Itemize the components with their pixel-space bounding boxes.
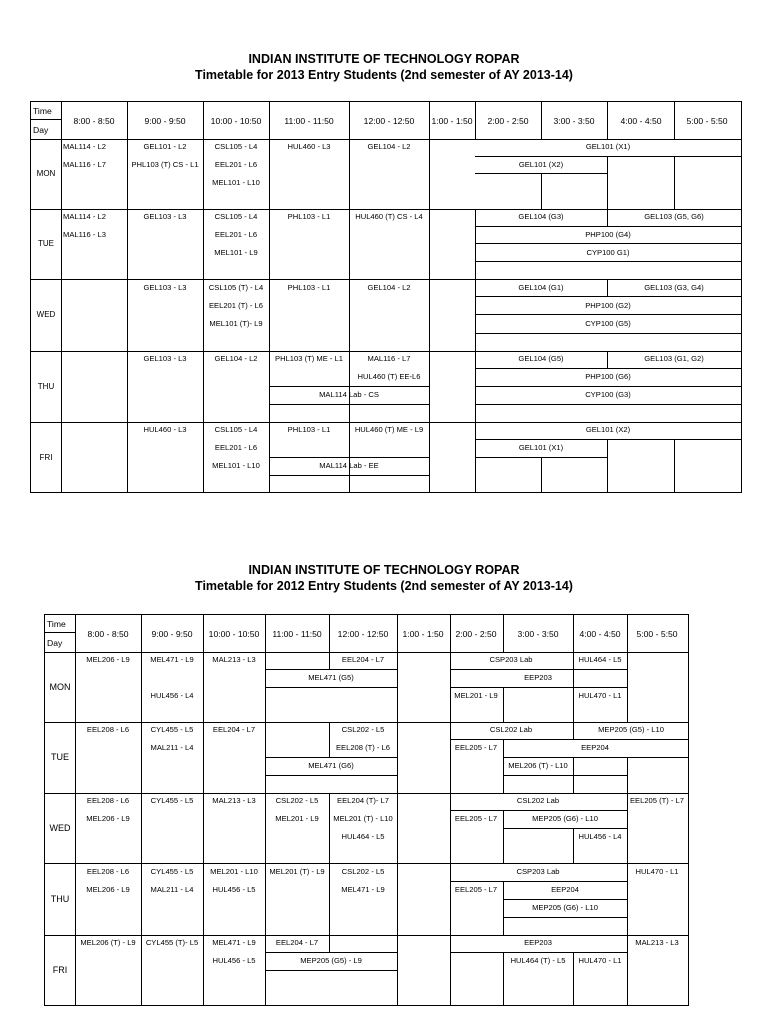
slot-header: 11:00 - 11:50 — [284, 116, 334, 126]
class-cell: MEL471 - L9 — [341, 885, 385, 894]
slot-header: 10:00 - 10:50 — [210, 116, 262, 126]
class-cell: MAL114 - L2 — [63, 212, 106, 221]
day-label: WED — [36, 310, 56, 319]
class-cell: MEL101 - L9 — [214, 248, 258, 257]
class-cell: GEL103 (G5, G6) — [644, 212, 704, 221]
class-cell: GEL103 (G1, G2) — [644, 354, 704, 363]
class-cell: CSL105 (T) - L4 — [208, 283, 264, 292]
class-cell: HUL460 (T) CS - L4 — [355, 212, 423, 221]
class-cell: MEL206 - L9 — [86, 655, 130, 664]
tt2013-title: Timetable for 2013 Entry Students (2nd semester of AY 2013-14) — [195, 68, 573, 82]
class-cell: EEL204 - L7 — [275, 938, 319, 947]
class-cell: GEL101 - L2 — [143, 142, 187, 151]
lab-cell: CSP203 Lab — [489, 655, 533, 664]
class-cell: EEL201 - L6 — [214, 443, 258, 452]
class-cell: MEL101 - L10 — [212, 461, 260, 470]
class-cell: HUL464 - L5 — [341, 832, 385, 841]
class-cell: GEL104 - L2 — [214, 354, 258, 363]
class-cell: MEL206 - L9 — [86, 814, 130, 823]
slot-header: 12:00 - 12:50 — [363, 116, 415, 126]
class-cell: HUL460 (T) ME - L9 — [354, 425, 424, 434]
class-cell: HUL464 (T) - L5 — [510, 956, 566, 965]
class-cell: EEP204 — [581, 743, 609, 752]
class-cell: EEL208 - L6 — [86, 796, 130, 805]
class-cell: HUL456 - L4 — [578, 832, 622, 841]
class-cell: PHL103 - L1 — [287, 212, 331, 221]
tt2013-table — [30, 101, 742, 493]
class-cell: CYL455 - L5 — [150, 867, 194, 876]
class-cell: MAL114 - L2 — [63, 142, 106, 151]
class-cell: MEL201 (T) - L10 — [333, 814, 393, 823]
class-cell: CSL202 - L5 — [341, 725, 385, 734]
class-cell: GEL104 (G1) — [518, 283, 564, 292]
class-cell: HUL470 - L1 — [635, 867, 679, 876]
class-cell: PHP100 (G6) — [585, 372, 631, 381]
class-cell: MAL213 - L3 — [212, 796, 256, 805]
class-cell: HUL456 - L5 — [212, 885, 256, 894]
class-cell: MEP205 (G6) - L10 — [532, 903, 598, 912]
class-cell: CSL105 - L4 — [214, 425, 258, 434]
slot-header: 5:00 - 5:50 — [686, 116, 728, 126]
lab-cell: CSL202 Lab — [489, 725, 533, 734]
class-cell: HUL470 - L1 — [578, 956, 622, 965]
tt2012-title: Timetable for 2012 Entry Students (2nd semester of AY 2013-14) — [195, 579, 573, 593]
class-cell: GEL101 (X2) — [518, 160, 564, 169]
class-cell: CYL455 (T)- L5 — [145, 938, 199, 947]
class-cell: CSL105 - L4 — [214, 212, 258, 221]
day-label: TUE — [51, 752, 69, 762]
class-cell: EEP203 — [524, 938, 552, 947]
day-label: WED — [49, 823, 71, 833]
slot-header: 8:00 - 8:50 — [73, 116, 115, 126]
class-cell: GEL104 - L2 — [367, 283, 411, 292]
day-label: MON — [49, 682, 71, 692]
day-label: THU — [37, 382, 55, 391]
day-label: THU — [50, 894, 70, 904]
class-cell: HUL470 - L1 — [578, 691, 622, 700]
class-cell: GEL103 - L3 — [143, 212, 187, 221]
slot-header: 1:00 - 1:50 — [431, 116, 473, 126]
class-cell: MAL213 - L3 — [212, 655, 256, 664]
slot-header: 4:00 - 4:50 — [579, 629, 621, 639]
tt2012-table — [44, 614, 689, 1006]
slot-header: 2:00 - 2:50 — [487, 116, 529, 126]
tt2012-institute: INDIAN INSTITUTE OF TECHNOLOGY ROPAR — [248, 563, 520, 577]
class-cell: EEL204 - L7 — [341, 655, 385, 664]
class-cell: MEL471 - L9 — [212, 938, 256, 947]
slot-header: 4:00 - 4:50 — [620, 116, 662, 126]
class-cell: EEL201 - L6 — [214, 160, 258, 169]
class-cell: EEL208 - L6 — [86, 867, 130, 876]
class-cell: CYP100 (G5) — [585, 319, 631, 328]
class-cell: MEL101 (T)- L9 — [209, 319, 263, 328]
class-cell: CSL105 - L4 — [214, 142, 258, 151]
class-cell: GEL104 - L2 — [367, 142, 411, 151]
class-cell: HUL456 - L4 — [150, 691, 194, 700]
class-cell: PHL103 - L1 — [287, 283, 331, 292]
slot-header: 3:00 - 3:50 — [517, 629, 559, 639]
slot-header: 10:00 - 10:50 — [208, 629, 260, 639]
class-cell: HUL460 - L3 — [287, 142, 331, 151]
lab-cell: CSP203 Lab — [516, 867, 560, 876]
class-cell: EEL205 - L7 — [454, 885, 498, 894]
class-cell: GEL101 (X1) — [518, 443, 564, 452]
corner-day-label: Day — [33, 125, 49, 135]
tt2013-institute: INDIAN INSTITUTE OF TECHNOLOGY ROPAR — [248, 52, 520, 66]
class-cell: MAL211 - L4 — [150, 743, 194, 752]
slot-header: 5:00 - 5:50 — [636, 629, 678, 639]
class-cell: CYL455 - L5 — [150, 796, 194, 805]
class-cell: EEL204 - L7 — [212, 725, 256, 734]
class-cell: MEL101 - L10 — [212, 178, 260, 187]
slot-header: 2:00 - 2:50 — [455, 629, 497, 639]
class-cell: MEL201 - L9 — [275, 814, 319, 823]
slot-header: 3:00 - 3:50 — [553, 116, 595, 126]
class-cell: PHL103 - L1 — [287, 425, 331, 434]
class-cell: MEL206 (T) - L10 — [508, 761, 568, 770]
day-label: MON — [36, 169, 56, 178]
class-cell: MEL471 - L9 — [150, 655, 194, 664]
class-cell: GEL103 (G3, G4) — [644, 283, 704, 292]
day-label: FRI — [52, 965, 68, 975]
class-cell: MEL206 (T) - L9 — [80, 938, 136, 947]
corner-time-label: Time — [33, 106, 52, 116]
class-cell: PHL103 (T) CS - L1 — [131, 160, 199, 169]
class-cell: GEL103 - L3 — [143, 283, 187, 292]
class-cell: MEL201 (T) - L9 — [269, 867, 325, 876]
class-cell: MEL206 - L9 — [86, 885, 130, 894]
lab-cell: MAL114 Lab - EE — [319, 461, 379, 470]
class-cell: MEL201 - L10 — [210, 867, 258, 876]
class-cell: EEP203 — [524, 673, 552, 682]
class-cell: HUL460 - L3 — [143, 425, 187, 434]
class-cell: MAL213 - L3 — [635, 938, 679, 947]
class-cell: EEL201 - L6 — [214, 230, 258, 239]
class-cell: CSL202 - L5 — [341, 867, 385, 876]
class-cell: EEL208 - L6 — [86, 725, 130, 734]
class-cell: MAL116 - L7 — [367, 354, 411, 363]
lab-cell: MAL114 Lab - CS — [319, 390, 379, 399]
class-cell: MEP205 (G5) - L10 — [598, 725, 664, 734]
day-label: TUE — [38, 239, 54, 248]
slot-header: 9:00 - 9:50 — [151, 629, 193, 639]
class-cell: EEL205 (T) - L7 — [629, 796, 685, 805]
class-cell: PHP100 (G4) — [585, 230, 631, 239]
class-cell: PHP100 (G2) — [585, 301, 631, 310]
lab-cell: CSL202 Lab — [516, 796, 560, 805]
class-cell: CSL202 - L5 — [275, 796, 319, 805]
class-cell: GEL104 (G3) — [518, 212, 564, 221]
slot-header: 9:00 - 9:50 — [144, 116, 186, 126]
class-cell: HUL460 (T) EE-L6 — [357, 372, 421, 381]
class-cell: EEL205 - L7 — [454, 814, 498, 823]
class-cell: MAL116 - L3 — [63, 230, 106, 239]
class-cell: MEL471 (G5) — [308, 673, 354, 682]
slot-header: 1:00 - 1:50 — [402, 629, 444, 639]
slot-header: 8:00 - 8:50 — [87, 629, 129, 639]
class-cell: MAL211 - L4 — [150, 885, 194, 894]
class-cell: MEL471 (G6) — [308, 761, 354, 770]
class-cell: HUL456 - L5 — [212, 956, 256, 965]
class-cell: EEL208 (T) - L6 — [335, 743, 391, 752]
class-cell: GEL101 (X1) — [585, 142, 631, 151]
class-cell: GEL103 - L3 — [143, 354, 187, 363]
class-cell: EEP204 — [551, 885, 579, 894]
day-label: FRI — [39, 453, 53, 462]
class-cell: GEL101 (X2) — [585, 425, 631, 434]
class-cell: EEL205 - L7 — [454, 743, 498, 752]
slot-header: 11:00 - 11:50 — [272, 629, 322, 639]
class-cell: PHL103 (T) ME - L1 — [275, 354, 343, 363]
corner-day-label: Day — [47, 638, 63, 648]
class-cell: MEL201 - L9 — [454, 691, 498, 700]
class-cell: EEL201 (T) - L6 — [208, 301, 264, 310]
class-cell: HUL464 - L5 — [578, 655, 622, 664]
corner-time-label: Time — [47, 619, 66, 629]
class-cell: MAL116 - L7 — [63, 160, 106, 169]
class-cell: EEL204 (T)- L7 — [337, 796, 389, 805]
class-cell: CYL455 - L5 — [150, 725, 194, 734]
class-cell: CYP100 (G3) — [585, 390, 631, 399]
class-cell: GEL104 (G5) — [518, 354, 564, 363]
slot-header: 12:00 - 12:50 — [337, 629, 389, 639]
class-cell: MEP205 (G6) - L10 — [532, 814, 598, 823]
class-cell: MEP205 (G5) - L9 — [300, 956, 362, 965]
class-cell: CYP100 G1) — [586, 248, 630, 257]
